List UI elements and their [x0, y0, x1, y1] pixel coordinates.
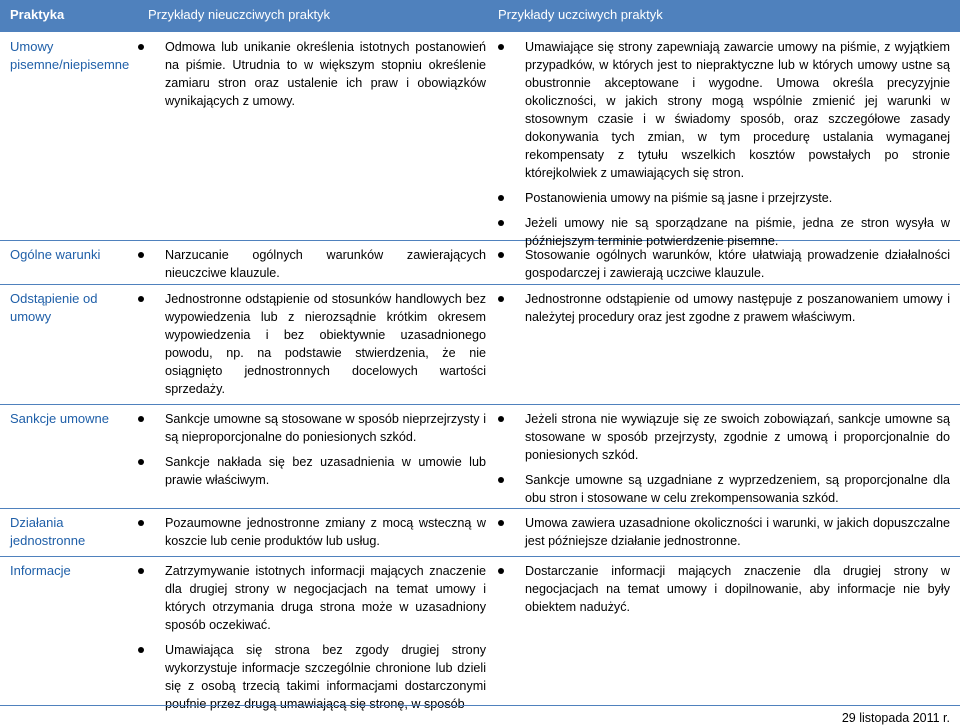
list-item: [498, 246, 950, 282]
list-item: [498, 562, 950, 616]
list-item-text: Umawiająca się strona bez zgody drugiej strony wykorzystuje informacje szczególnie chronione lub dzieli się z osobą trzecią takimi informacjami dostarczonymi poufnie przez drugą umawiającą się stronę, w sposób: [165, 643, 486, 711]
list-item-text: Dostarczanie informacji mających znaczenie dla drugiej strony w negocjacjach na temat umowy i dopilnowanie, aby informacje nie były obiektem nadużyć.: [525, 564, 950, 614]
bullet-icon: [138, 459, 144, 465]
bullet-icon: [138, 647, 144, 653]
list-item: [138, 38, 486, 110]
unfair-practices-list: [138, 290, 486, 405]
bullet-icon: [498, 220, 504, 226]
practice-label: Działania jednostronne: [10, 515, 86, 548]
list-item-text: Umowa zawiera uzasadnione okoliczności i warunki, w jakich dopuszczalne jest późniejsze działanie jednostronne.: [525, 516, 950, 548]
list-item: [498, 214, 950, 250]
practice-label: Informacje: [10, 563, 71, 578]
unfair-practices-list: [138, 410, 486, 496]
footer-rule: [0, 705, 960, 706]
list-item: [498, 471, 950, 507]
bullet-icon: [498, 568, 504, 574]
list-item-text: Narzucanie ogólnych warunków zawierających nieuczciwe klauzule.: [165, 248, 486, 280]
bullet-icon: [138, 416, 144, 422]
header-fair-examples: Przykłady uczciwych praktyk: [498, 7, 663, 22]
list-item: [498, 410, 950, 464]
bullet-icon: [138, 296, 144, 302]
list-item-text: Umawiające się strony zapewniają zawarcie umowy na piśmie, z wyjątkiem przypadków, w których jest to niepraktyczne lub w których umowy ustne są obustronnie akceptowane i wygodne. Umowa określa precyzyjnie okoliczności, w jakich strony mogą wspólnie zmienić jej warunki w stosownym czasie i w świadomy sposób, oraz szczegółowe zasady dokonywania tych zmian, w tym procedurę ustalania wymaganej rekompensaty z tytułu wszelkich kosztów powstałych po stronie którejkolwiek z umawiających się stron.: [525, 40, 950, 180]
fair-practices-list: [498, 38, 950, 257]
fair-practices-list: [498, 562, 950, 623]
unfair-practices-list: [138, 514, 486, 557]
list-item-text: Sankcje nakłada się bez uzasadnienia w umowie lub prawie właściwym.: [165, 455, 486, 487]
fair-practices-list: [498, 410, 950, 514]
bullet-icon: [498, 520, 504, 526]
bullet-icon: [498, 477, 504, 483]
bullet-icon: [498, 44, 504, 50]
practice-label: Ogólne warunki: [10, 247, 101, 262]
list-item: [138, 514, 486, 550]
header-practice: Praktyka: [10, 7, 65, 22]
bullet-icon: [498, 252, 504, 258]
practice-label: Sankcje umowne: [10, 411, 109, 426]
bullet-icon: [498, 416, 504, 422]
list-item: [138, 562, 486, 634]
list-item: [138, 453, 486, 489]
list-item: [498, 38, 950, 182]
list-item: [138, 410, 486, 446]
unfair-practices-list: [138, 246, 486, 289]
list-item-text: Jednostronne odstąpienie od umowy następuje z poszanowaniem umowy i należytej procedury oraz jest zgodne z prawem właściwym.: [525, 292, 950, 324]
list-item: [498, 189, 950, 207]
list-item: [138, 290, 486, 398]
list-item-text: Zatrzymywanie istotnych informacji mających znaczenie dla drugiej strony w negocjacjach na temat umowy i których otrzymania druga strona może w uzasadniony sposób oczekiwać.: [165, 564, 486, 632]
unfair-practices-list: [138, 562, 486, 720]
fair-practices-list: [498, 246, 950, 289]
list-item-text: Jednostronne odstąpienie od stosunków handlowych bez wypowiedzenia lub z nierozsądnie krótkim okresem wypowiedzenia i bez obiektywnie uzasadnionego powodu, np. na podstawie stwierdzenia, że nie osiągnięto jednostronnych docelowych wartości sprzedaży.: [165, 292, 486, 396]
practice-label: Odstąpienie od umowy: [10, 291, 98, 324]
bullet-icon: [138, 44, 144, 50]
unfair-practices-list: [138, 38, 486, 117]
bullet-icon: [138, 568, 144, 574]
fair-practices-list: [498, 514, 950, 557]
list-item-text: Jeżeli umowy nie są sporządzane na piśmie, jedna ze stron wysyła w późniejszym terminie potwierdzenie pisemne.: [525, 216, 950, 248]
list-item-text: Sankcje umowne są uzgadniane z wyprzedzeniem, są proporcjonalne dla obu stron i stosowane w celu zrekompensowania szkód.: [525, 473, 950, 505]
list-item-text: Sankcje umowne są stosowane w sposób nieprzejrzysty i są nieproporcjonalne do poniesionych szkód.: [165, 412, 486, 444]
fair-practices-list: [498, 290, 950, 333]
list-item-text: Jeżeli strona nie wywiązuje się ze swoich zobowiązań, sankcje umowne są stosowane w sposób przejrzysty, zgodnie z umową i proporcjonalnie do poniesionych szkód.: [525, 412, 950, 462]
practice-label: Umowy pisemne/niepisemne: [10, 39, 130, 72]
list-item-text: Pozaumowne jednostronne zmiany z mocą wsteczną w koszcie lub cenie produktów lub usług.: [165, 516, 486, 548]
list-item: [138, 641, 486, 713]
list-item: [138, 246, 486, 282]
table-header: [0, 0, 960, 32]
bullet-icon: [498, 296, 504, 302]
list-item: [498, 514, 950, 550]
list-item-text: Postanowienia umowy na piśmie są jasne i przejrzyste.: [525, 191, 833, 205]
list-item-text: Stosowanie ogólnych warunków, które ułatwiają prowadzenie działalności gospodarczej i zawierają uczciwe klauzule.: [525, 248, 950, 280]
bullet-icon: [138, 252, 144, 258]
list-item-text: Odmowa lub unikanie określenia istotnych postanowień na piśmie. Utrudnia to w większym stopniu określenie zamiaru stron oraz ustalenie ich praw i obowiązków wynikających z umowy.: [165, 40, 486, 108]
list-item: [498, 290, 950, 326]
bullet-icon: [498, 195, 504, 201]
bullet-icon: [138, 520, 144, 526]
footer-date: 29 listopada 2011 r.: [841, 711, 950, 725]
header-unfair-examples: Przykłady nieuczciwych praktyk: [148, 7, 331, 22]
